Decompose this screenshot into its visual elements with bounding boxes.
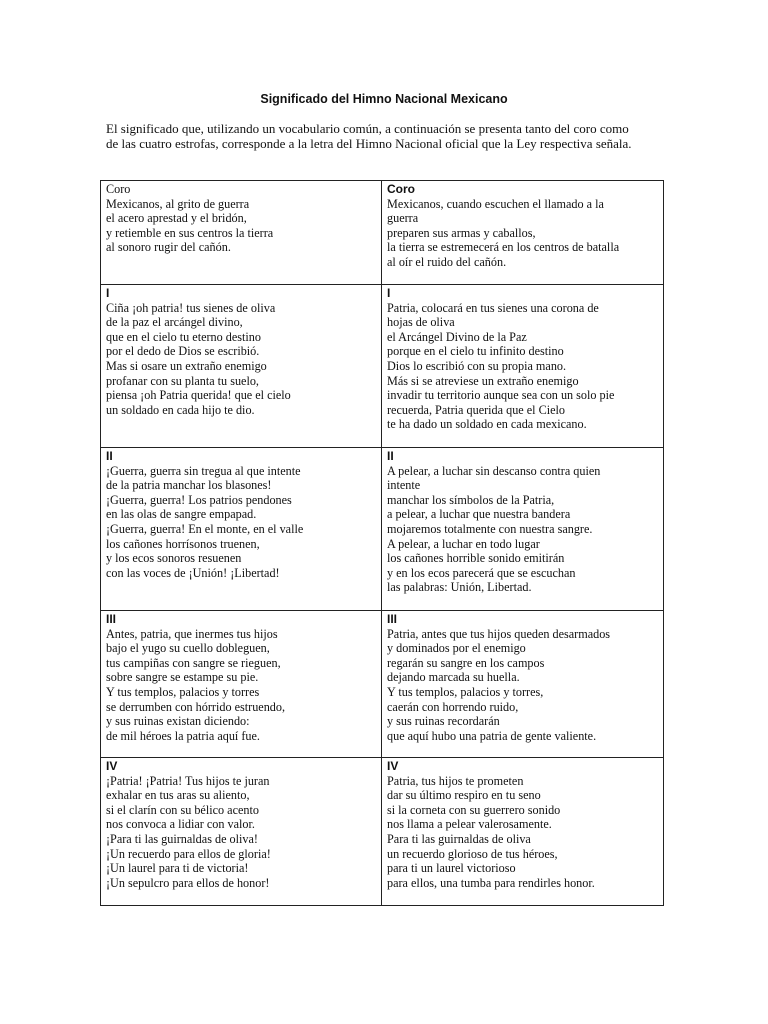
verse-line: y sus ruinas recordarán bbox=[387, 714, 500, 729]
meaning-cell bbox=[382, 285, 664, 448]
verse-line: los cañones horrible sonido emitirán bbox=[387, 551, 565, 566]
verse-line: con las voces de ¡Unión! ¡Libertad! bbox=[106, 565, 280, 580]
verse-line: un recuerdo glorioso de tus héroes, bbox=[387, 846, 558, 861]
verse-line: ¡Un laurel para ti de victoria! bbox=[106, 861, 249, 876]
intro-line: El significado que, utilizando un vocabulario común, a continuación se presenta tanto del coro como bbox=[106, 121, 629, 136]
meaning-cell bbox=[382, 758, 664, 906]
verse-line: al sonoro rugir del cañón. bbox=[106, 240, 231, 255]
verse-line: que en el cielo tu eterno destino bbox=[106, 329, 261, 344]
verse-line: y los ecos sonoros resuenen bbox=[106, 551, 242, 566]
section-heading: IV bbox=[106, 759, 118, 773]
table-row bbox=[101, 758, 664, 906]
original-lyrics-cell bbox=[101, 285, 382, 448]
meaning-cell bbox=[382, 181, 664, 285]
verse-line: Dios lo escribió con su propia mano. bbox=[387, 358, 567, 373]
verse-line: recuerda, Patria querida que el Cielo bbox=[387, 402, 565, 417]
verse-line: exhalar en tus aras su aliento, bbox=[106, 788, 250, 803]
verse-line: y en los ecos parecerá que se escuchan bbox=[387, 565, 576, 580]
verse-line: de la patria manchar los blasones! bbox=[106, 478, 272, 493]
intro-line: de las cuatro estrofas, corresponde a la letra del Himno Nacional oficial que la Ley respectiva señala. bbox=[106, 136, 632, 151]
verse-line: Mas si osare un extraño enemigo bbox=[106, 358, 267, 373]
verse-line: en las olas de sangre empapad. bbox=[106, 507, 257, 522]
verse-line: se derrumben con hórrido estruendo, bbox=[106, 699, 286, 714]
verse-line: Antes, patria, que inermes tus hijos bbox=[106, 626, 278, 641]
verse-line: hojas de oliva bbox=[387, 315, 455, 330]
verse-line: Más si se atreviese un extraño enemigo bbox=[387, 373, 579, 388]
verse-line: de la paz el arcángel divino, bbox=[106, 315, 243, 330]
verse-line: tus campiñas con sangre se rieguen, bbox=[106, 655, 281, 670]
verse-line: piensa ¡oh Patria querida! que el cielo bbox=[106, 388, 291, 403]
section-heading: Coro bbox=[106, 182, 131, 196]
verse-line: para ti un laurel victorioso bbox=[387, 861, 516, 876]
verse-line: por el dedo de Dios se escribió. bbox=[106, 344, 260, 359]
verse-line: y dominados por el enemigo bbox=[387, 641, 526, 656]
verse-line: Patria, colocará en tus sienes una corona de bbox=[387, 300, 599, 315]
verse-line: si la corneta con su guerrero sonido bbox=[387, 802, 561, 817]
original-lyrics-cell bbox=[101, 448, 382, 611]
section-heading: Coro bbox=[387, 182, 415, 196]
verse-line: ¡Guerra, guerra! En el monte, en el valle bbox=[106, 521, 304, 536]
verse-line: Patria, antes que tus hijos queden desarmados bbox=[387, 626, 611, 641]
verse-line: el Arcángel Divino de la Paz bbox=[387, 329, 527, 344]
verse-line: porque en el cielo tu infinito destino bbox=[387, 344, 564, 359]
section-heading: III bbox=[387, 612, 398, 626]
verse-line: la tierra se estremecerá en los centros de batalla bbox=[387, 240, 620, 255]
verse-line: que aquí hubo una patria de gente valiente. bbox=[387, 728, 597, 743]
original-lyrics-cell bbox=[101, 611, 382, 758]
verse-line: y retiemble en sus centros la tierra bbox=[106, 225, 274, 240]
verse-line: ¡Un recuerdo para ellos de gloria! bbox=[106, 846, 271, 861]
verse-line: dejando marcada su huella. bbox=[387, 670, 520, 685]
original-lyrics-cell bbox=[101, 181, 382, 285]
verse-line: invadir tu territorio aunque sea con un solo pie bbox=[387, 388, 615, 403]
meaning-cell bbox=[382, 611, 664, 758]
verse-line: las palabras: Unión, Libertad. bbox=[387, 580, 532, 595]
verse-line: profanar con su planta tu suelo, bbox=[106, 373, 259, 388]
verse-line: los cañones horrísonos truenen, bbox=[106, 536, 260, 551]
verse-line: mojaremos totalmente con nuestra sangre. bbox=[387, 521, 593, 536]
verse-line: intente bbox=[387, 478, 421, 493]
section-heading: II bbox=[106, 449, 113, 463]
table-row bbox=[101, 448, 664, 611]
verse-line: Y tus templos, palacios y torres, bbox=[387, 684, 544, 699]
verse-line: nos llama a pelear valerosamente. bbox=[387, 817, 552, 832]
verse-line: ¡Guerra, guerra! Los patrios pendones bbox=[106, 492, 292, 507]
section-heading: II bbox=[387, 449, 394, 463]
verse-line: guerra bbox=[387, 211, 419, 226]
verse-line: Para ti las guirnaldas de oliva bbox=[387, 831, 531, 846]
section-heading: III bbox=[106, 612, 117, 626]
verse-line: preparen sus armas y caballos, bbox=[387, 225, 536, 240]
verse-line: ¡Guerra, guerra sin tregua al que intente bbox=[106, 463, 301, 478]
original-lyrics-cell bbox=[101, 758, 382, 906]
verse-line: dar su último respiro en tu seno bbox=[387, 788, 541, 803]
verse-line: Ciña ¡oh patria! tus sienes de oliva bbox=[106, 300, 276, 315]
verse-line: Mexicanos, al grito de guerra bbox=[106, 196, 250, 211]
verse-line: Mexicanos, cuando escuchen el llamado a la bbox=[387, 196, 604, 211]
verse-line: regarán su sangre en los campos bbox=[387, 655, 545, 670]
meaning-cell bbox=[382, 448, 664, 611]
table-row bbox=[101, 611, 664, 758]
verse-line: caerán con horrendo ruido, bbox=[387, 699, 519, 714]
verse-line: un soldado en cada hijo te dio. bbox=[106, 402, 255, 417]
page-title: Significado del Himno Nacional Mexicano bbox=[260, 92, 508, 106]
verse-line: bajo el yugo su cuello dobleguen, bbox=[106, 641, 270, 656]
verse-line: nos convoca a lidiar con valor. bbox=[106, 817, 255, 832]
verse-line: te ha dado un soldado en cada mexicano. bbox=[387, 417, 587, 432]
verse-line: el acero aprestad y el bridón, bbox=[106, 211, 247, 226]
verse-line: sobre sangre se estampe su pie. bbox=[106, 670, 259, 685]
verse-line: ¡Patria! ¡Patria! Tus hijos te juran bbox=[106, 773, 270, 788]
section-heading: I bbox=[387, 286, 391, 300]
verse-line: Y tus templos, palacios y torres bbox=[106, 684, 260, 699]
verse-line: y sus ruinas existan diciendo: bbox=[106, 714, 250, 729]
verse-line: A pelear, a luchar en todo lugar bbox=[387, 536, 540, 551]
verse-line: manchar los símbolos de la Patria, bbox=[387, 492, 555, 507]
verse-line: de mil héroes la patria aquí fue. bbox=[106, 728, 260, 743]
verse-line: a pelear, a luchar que nuestra bandera bbox=[387, 507, 571, 522]
verse-line: para ellos, una tumba para rendirles honor. bbox=[387, 875, 595, 890]
section-heading: IV bbox=[387, 759, 399, 773]
verse-line: Patria, tus hijos te prometen bbox=[387, 773, 524, 788]
verse-line: al oír el ruido del cañón. bbox=[387, 254, 507, 269]
verse-line: A pelear, a luchar sin descanso contra quien bbox=[387, 463, 601, 478]
verse-line: si el clarín con su bélico acento bbox=[106, 802, 259, 817]
verse-line: ¡Un sepulcro para ellos de honor! bbox=[106, 875, 270, 890]
intro-paragraph bbox=[106, 121, 666, 151]
table-row bbox=[101, 285, 664, 448]
table-row bbox=[101, 181, 664, 285]
anthem-comparison-table bbox=[100, 180, 664, 906]
section-heading: I bbox=[106, 286, 110, 300]
verse-line: ¡Para ti las guirnaldas de oliva! bbox=[106, 831, 258, 846]
